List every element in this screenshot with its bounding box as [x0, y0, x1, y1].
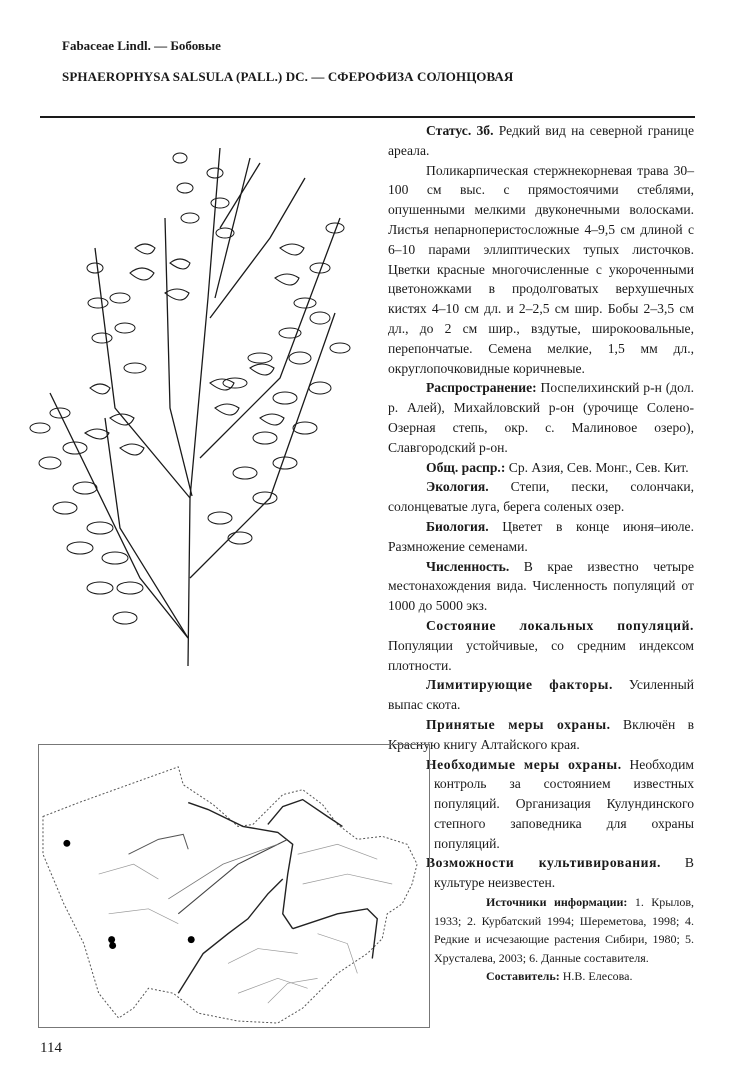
status-text: Редкий вид на северной границе ареала.: [388, 123, 694, 158]
distribution-map: [38, 744, 430, 1028]
species-title: SPHAEROPHYSA SALSULA (PALL.) DC. — СФЕРОФИЗА СОЛОНЦОВАЯ: [62, 69, 514, 84]
ecology-text: Степи, пески, солончаки, солонцеватые луга, берега соленых озер.: [388, 479, 694, 515]
local-populations-label: Состояние локальных популяций.: [426, 617, 694, 633]
ecology-label: Экология.: [426, 479, 489, 495]
author-label: Составитель:: [486, 969, 560, 984]
cultivation-label: Возможности культивирования.: [426, 855, 662, 871]
limiting-factors-label: Лимитирующие факторы.: [426, 677, 613, 693]
status-label: Статус. 3б.: [426, 123, 494, 138]
general-distribution-paragraph: [388, 458, 694, 478]
limiting-factors-text: Усиленный выпас скота.: [388, 677, 694, 713]
description-paragraph: Поликарпическая стержнекорневая трава 30–100 см выс. с прямостоячими стеблями, опушенными мелкими двуконечными волосками. Листья непарноперистосложные 4–9,5 см длиной с 6–10 парами эллиптических тупых листочков. Цветки красные многочисленные с укороченными цветоножками в продолговатых верхушечных кистях 4–10 см дл. и 2–2,5 см шир. Бобы 2–3,5 см дл., до 2 см шир., вздутые, широкоовальные, перепончатые. Семена мелкие, 1,5 мм дл., округлопочковидные коричневые.: [388, 162, 694, 376]
abundance-paragraph: [388, 557, 694, 616]
local-populations-paragraph: [388, 616, 694, 675]
sources-paragraph: [434, 893, 694, 967]
distribution-text: Поспелихинский р-н (дол. р. Алей), Михайловский р-он (урочище Солено-Озерная степь, окр. с. Малиновое озеро), Славгородский р-он.: [388, 380, 694, 455]
locality-point: [63, 840, 70, 847]
measures-taken-text: Включён в Красную книгу Алтайского края.: [388, 716, 694, 752]
region-map-svg: [39, 745, 429, 1027]
author-text: Н.В. Елесова.: [559, 969, 633, 984]
measures-needed-text: Необходим контроль за состоянием известных популяций. Организация Кулундинского степного заповедника для охраны популяций.: [434, 756, 694, 851]
limiting-factors-paragraph: [388, 675, 694, 715]
cultivation-paragraph: [426, 853, 694, 893]
references-block: [434, 893, 694, 986]
abundance-label: Численность.: [426, 558, 510, 574]
region-border: [43, 767, 417, 1023]
local-populations-text: Популяции устойчивые, со средним индексом плотности.: [388, 637, 694, 673]
distribution-paragraph: [388, 378, 694, 457]
general-distribution-text: Ср. Азия, Сев. Монг., Сев. Кит.: [505, 459, 689, 475]
sources-label: Источники информации:: [486, 895, 628, 910]
ecology-paragraph: [388, 477, 694, 517]
measures-taken-paragraph: [388, 715, 694, 755]
locality-point: [109, 942, 116, 949]
measures-needed-label: Необходимые меры охраны.: [426, 756, 622, 772]
biology-text: Цветет в конце июня–июле. Размножение семенами.: [388, 518, 694, 554]
measures-taken-label: Принятые меры охраны.: [426, 716, 611, 732]
general-distribution-label: Общ. распр.:: [426, 459, 506, 475]
status-paragraph: [388, 121, 694, 161]
locality-point: [188, 936, 195, 943]
page-number: 114: [40, 1040, 62, 1056]
distribution-label: Распространение:: [426, 380, 537, 396]
cultivation-text: В культуре неизвестен.: [434, 855, 694, 891]
author-paragraph: [434, 967, 694, 986]
abundance-text: В крае известно четыре местонахождения вида. Численность популяций от 1000 до 5000 экз.: [388, 558, 694, 614]
species-description: [388, 121, 694, 986]
plant-illustration: [20, 118, 380, 678]
measures-needed-paragraph: [426, 755, 694, 854]
biology-label: Биология.: [426, 518, 489, 534]
family-heading: Fabaceae Lindl. — Бобовые: [62, 38, 221, 53]
locality-point: [108, 936, 115, 943]
sources-text: 1. Крылов, 1933; 2. Курбатский 1994; Шереметова, 1998; 4. Редкие и исчезающие растения Сибири, 1980; 5. Хрусталева, 2003; 6. Данные составителя.: [434, 895, 694, 965]
biology-paragraph: [388, 517, 694, 557]
